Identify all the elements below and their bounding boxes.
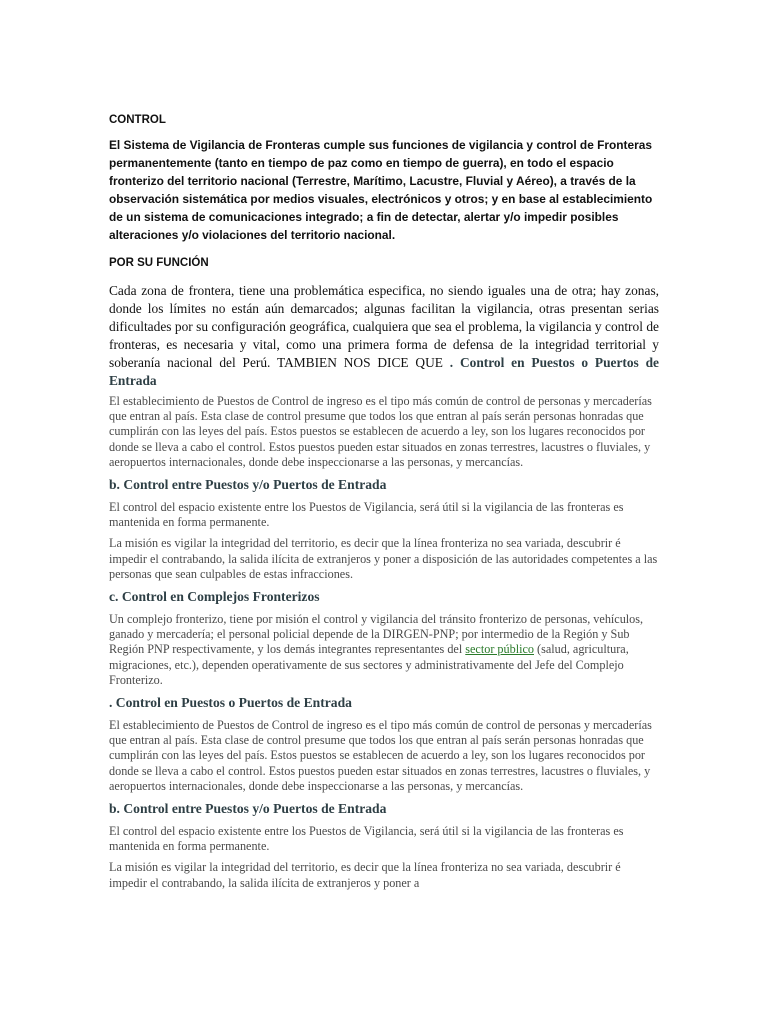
entre-puestos-repeat-body-2: La misión es vigilar la integridad del territorio, es decir que la línea fronteriza no sea variada, descubrir é impedir el contrabando, la salida ilícita de extranjeros y poner a [109,860,621,890]
section-title-complejos: c. Control en Complejos Fronterizos [109,589,320,605]
section-title-entre-puestos-repeat: b. Control entre Puestos y/o Puertos de Entrada [109,801,387,817]
section-title-entre-puestos: b. Control entre Puestos y/o Puertos de Entrada [109,477,387,493]
complejos-body-text-1: Un complejo fronterizo, tiene por misión el control y vigilancia del tránsito fronterizo de personas, vehículos, ganado y mercadería; el personal policial depende de la DIRGEN-PNP; por intermedio de la Región y Sub Región PNP respectivamente, y los demás integrantes representantes del [109,612,644,657]
entre-puestos-repeat-body-1: El control del espacio existente entre los Puestos de Vigilancia, será útil si la vigilancia de las fronteras es mantenida en forma permanente. [109,824,624,854]
intro-paragraph: El Sistema de Vigilancia de Fronteras cumple sus funciones de vigilancia y control de Fronteras permanentemente (tanto en tiempo de paz como en tiempo de guerra), en todo el espacio fronterizo del territorio nacional (Terrestre, Marítimo, Lacustre, Fluvial y Aéreo), a través de la observación sistemática por medios visuales, electrónicos y otros; y en base al establecimiento de un sistema de comunicaciones integrado; a fin de detectar, alertar y/o impedir posibles alteraciones y/o violaciones del territorio nacional. [109,138,653,243]
puestos-body-repeat: El establecimiento de Puestos de Control de ingreso es el tipo más común de control de personas y mercaderías que entran al país. Esta clase de control presume que todos los que entran al país serán personas honradas que cumplirán con las leyes del país. Estos puestos se establecen de acuerdo a ley, son los lugares reconocidos por donde se lleva a cabo el control. Estos puestos pueden estar situados en zonas terrestres, lacustres o fluviales, y aeropuertos internacionales, donde debe inspeccionarse a las personas, y mercancías. [109,718,652,793]
section-title-puestos-inline: . Control en Puestos o Puertos de Entrada [109,355,659,388]
section-title-puestos-repeat: . Control en Puestos o Puertos de Entrada [109,695,352,711]
entre-puestos-body-1: El control del espacio existente entre los Puestos de Vigilancia, será útil si la vigilancia de las fronteras es mantenida en forma permanente. [109,500,624,530]
entre-puestos-body-2: La misión es vigilar la integridad del territorio, es decir que la línea fronteriza no sea variada, descubrir é impedir el contrabando, la salida ilícita de extranjeros y poner a disposición de las autoridades competentes a las personas que sean culpables de estas infracciones. [109,536,658,581]
complejos-body [109,612,659,688]
zona-paragraph-text: Cada zona de frontera, tiene una problemática especifica, no siendo iguales una de otra; hay zonas, donde los límites no están aún demarcados; algunas facilitan la vigilancia, otras presentan serias dificultades por su configuración geográfica, cualquiera que sea el problema, la vigilancia y control de fronteras, es necesaria y vital, como una primera forma de defensa de la integridad territorial y soberanía nacional del Perú. TAMBIEN NOS DICE QUE [109,283,659,370]
complejos-body-text-2: (salud, agricultura, migraciones, etc.), dependen operativamente de sus sectores y administrativamente del Jefe del Complejo Fronterizo. [109,642,629,687]
heading-control: CONTROL [109,114,166,126]
serif-content [109,282,659,897]
sector-publico-link[interactable]: sector público [465,642,534,657]
zona-paragraph [109,282,659,390]
heading-por-su-funcion: POR SU FUNCIÓN [109,257,209,269]
puestos-body: El establecimiento de Puestos de Control de ingreso es el tipo más común de control de personas y mercaderías que entran al país. Esta clase de control presume que todos los que entran al país serán personas honradas que cumplirán con las leyes del país. Estos puestos se establecen de acuerdo a ley, son los lugares reconocidos por donde se lleva a cabo el control. Estos puestos pueden estar situados en zonas terrestres, lacustres o fluviales, y aeropuertos internacionales, donde debe inspeccionarse a las personas, y mercancías. [109,394,652,469]
